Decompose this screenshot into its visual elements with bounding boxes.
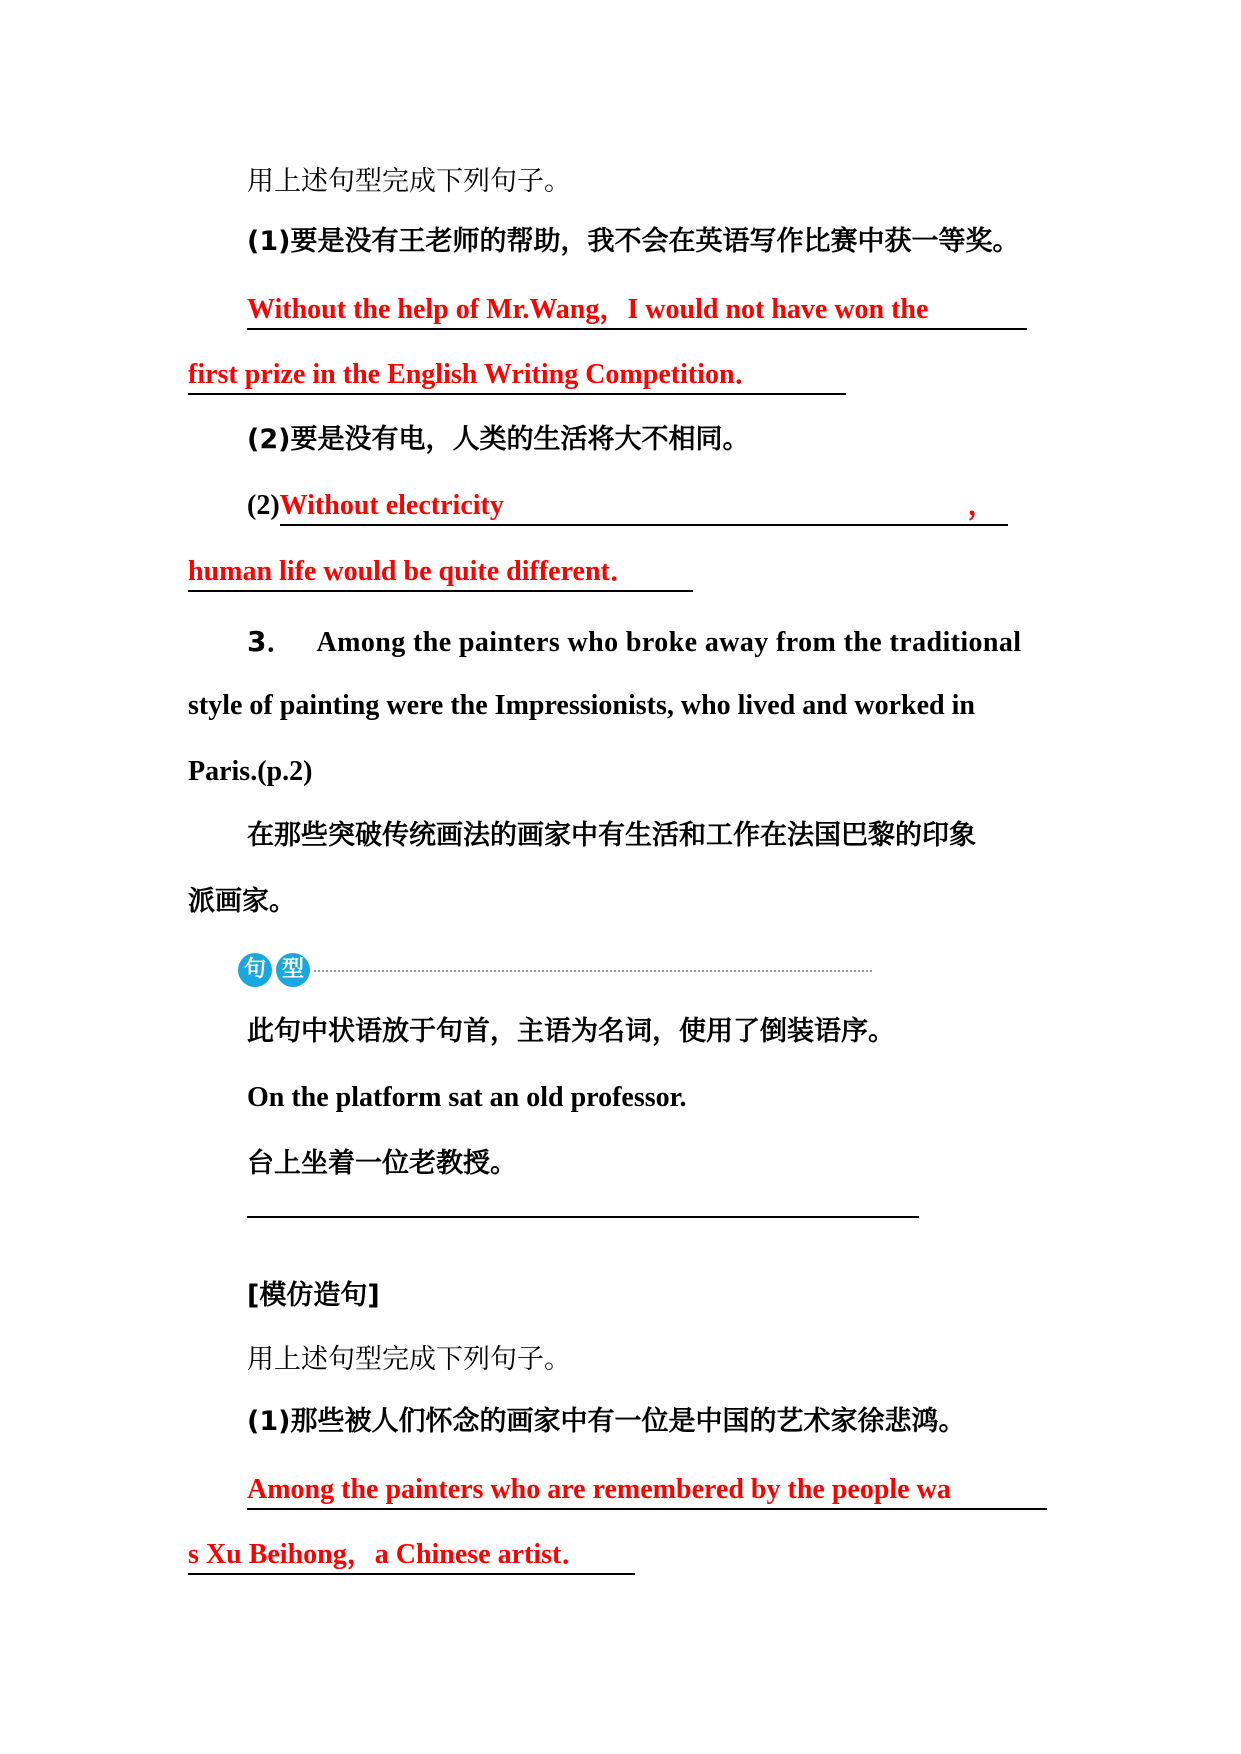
instruction-text: 用上述句型完成下列句子。 — [247, 166, 571, 197]
item-3-number: 3． — [247, 625, 295, 658]
question-2-text: (2)要是没有电，人类的生活将大不相同。 — [247, 424, 750, 455]
answer-3-line-1 — [247, 1470, 1047, 1510]
answer-2-text-1 — [280, 489, 1008, 526]
answer-3-text-1: Among the painters who are remembered by the people wa — [247, 1473, 1047, 1510]
badge-ju-icon: 句 — [238, 953, 272, 987]
answer-3-line-2 — [188, 1535, 635, 1575]
answer-2-comma: ， — [967, 490, 996, 521]
question-1-text: (1)要是没有王老师的帮助，我不会在英语写作比赛中获一等奖。 — [247, 226, 1020, 257]
answer-1-line-1 — [247, 290, 1027, 330]
item-3-translation-1: 在那些突破传统画法的画家中有生活和工作在法国巴黎的印象 — [247, 820, 976, 851]
example-sentence-zh: 台上坐着一位老教授。 — [247, 1148, 517, 1179]
badge-xing-icon: 型 — [276, 953, 310, 987]
item-3-line-2: style of painting were the Impressionists, who lived and worked in — [188, 690, 975, 721]
item-3-text-1: Among the painters who broke away from the traditional — [316, 627, 1022, 658]
answer-2-text-2: human life would be quite different． — [188, 555, 693, 592]
answer-2-prefix: (2) — [247, 490, 280, 521]
answer-1-line-2 — [188, 355, 846, 395]
section-divider-dotted — [314, 970, 872, 972]
question-2-zh — [247, 420, 749, 460]
answer-2-line-2 — [188, 552, 693, 592]
item-3-line-3: Paris.(p.2) — [188, 756, 313, 787]
answer-1-text-2: first prize in the English Writing Competition． — [188, 358, 846, 395]
question-3-zh: (1)那些被人们怀念的画家中有一位是中国的艺术家徐悲鸿。 — [247, 1406, 966, 1437]
instruction-text-2: 用上述句型完成下列句子。 — [247, 1344, 571, 1375]
divider-line — [247, 1216, 919, 1218]
item-3-line-1 — [247, 622, 1022, 663]
item-3-translation-2: 派画家。 — [188, 886, 296, 917]
answer-2-phrase: Without electricity — [279, 490, 504, 521]
answer-2-line-1 — [247, 486, 1008, 526]
question-1-zh — [247, 222, 1019, 262]
example-sentence-en: On the platform sat an old professor. — [247, 1082, 687, 1113]
answer-3-text-2: s Xu Beihong，a Chinese artist． — [188, 1538, 635, 1575]
pattern-description: 此句中状语放于句首，主语为名词，使用了倒装语序。 — [247, 1016, 895, 1047]
imitate-label: [模仿造句] — [247, 1280, 380, 1311]
answer-1-text-1: Without the help of Mr.Wang，I would not have won the — [247, 293, 1027, 330]
